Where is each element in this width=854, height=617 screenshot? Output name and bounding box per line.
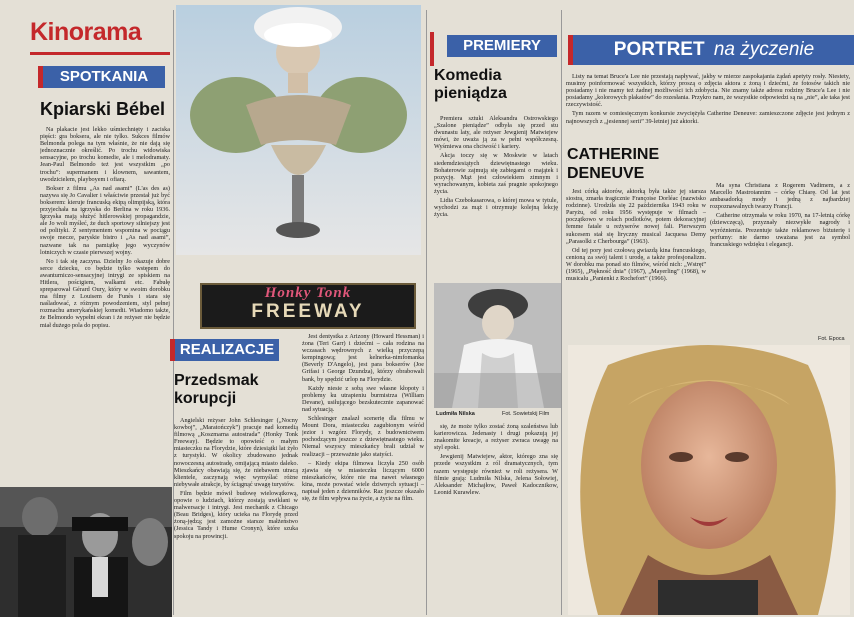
paragraph: Akcja toczy się w Moskwie w latach siedemdziesiątych dziewiętnastego wieku. Bohaterowie zajmują się zabiegami o majątek i pozycję. Mąż jest człowiekiem zimnym i wyrachowanym, kobieta zaś pragnie spokojnego życia. (434, 152, 558, 195)
section-label-text: SPOTKANIA (59, 68, 149, 85)
premiery-rule (430, 32, 434, 66)
paragraph: Lidia Czebokasarowa, o której mowa w tytule, wychodzi za mąż i otrzymuje kolejną lekcję życia. (434, 197, 558, 219)
paragraph: Jest dentystka z Arizony (Howard Hessman) i żona (Teri Garr) i dziećmi – cała rodzina na wczasach wędrownych z wielką przyczepą kempingową; jest kelnerka-nimfomanka (Beverly D'Angelo), jest para bokserów (Joe Grifasi i George Dzundza), którzy obrabowali bank, by spędzić urlop na Florydzie. (302, 333, 424, 383)
paragraph: Schlesinger znalazł scenerię dla filmu w Mount Dora, miasteczku zagubionym wśród jezior i wzgórz Florydy, z budownictwem pochodzącym jeszcze z dziewiętnastego wieku. Niemal wszyscy mieszkańcy brali udział w realizacji – przeważnie jako statyści. (302, 415, 424, 458)
article-body-realizacje-2 (302, 333, 424, 613)
article-body-portret-1 (566, 188, 706, 343)
article-body-premiery-1 (434, 115, 558, 275)
paragraph: Premiera sztuki Aleksandra Ostrowskiego „Szalone pieniądze” odbyła się przed stu dwunastu laty, ale reżyser Jewgienij Matwiejew mówi, że uważa ją za w pełni współczesną. Wyśmiewa ona chciwość i kariery. (434, 115, 558, 151)
article-body-realizacje-1 (174, 417, 298, 613)
article-body-spotkania (40, 126, 170, 546)
paragraph: Listy na temat Bruce'a Lee nie przestają napływać, jakby w mierze zaspokajania żądań apetyty rosły. Niestety, musimy poinformować wszystkich, którzy proszą o zdjęcia aktora z żoną i dziećmi, że fotosów takich nie posiadamy i nie mamy też żadnej możliwości ich zdobycia. Nie znamy także adresu rodziny Bruce'a Lee i nie posiadamy „kolorowych plakatów” do rozesłania. Przykro nam, że wszystkie odpowiedzi są na „nie”, ale taka jest rzeczywistość. (566, 73, 850, 109)
photo-caption: Ludmiła Nilska (436, 411, 475, 417)
article-body-premiery-2 (434, 423, 558, 613)
column-divider (561, 10, 562, 615)
article-headline: Komedia pieniądza (434, 67, 507, 102)
paragraph: Jest córką aktorów, aktorką była także jej starsza siostra, zmarła tragicznie Françoise Dorléac (nazwisko rodzinne). Urodziła się 22 października 1943 roku w Paryżu, od roku 1956 występuje w filmach – początkowo w rolach podlotków, potem dekoracyjnej femme fatale u reżyserów nowej fali. Pierwszym sukcesem stał się liryczny musical Jacquesa Demy „Parasolki z Cherbourga” (1963). (566, 188, 706, 245)
poster-sign (200, 283, 416, 329)
article-body-portret-2 (710, 182, 850, 322)
section-label-realizacje (170, 339, 279, 361)
paragraph: Bokser z filmu „As nad asami” (L'as des as) nazywa się Jo Cavalier i właściwie przestał już być bokserem: kieruje francuską ekipą olimpijską, która przyjechała na igrzyska do Berlina w roku 1936. Igrzyska mają służyć hitlerowskiej propagandzie, ale Jo woli myśleć, że duch sportowy silniejszy jest od polityki. Z sentymentem wspomina w pociągu swoje mecze, paryskie bistro i „As nad asami”, nazwane tak na pamiątkę jego wyczynów lotniczych w czasie pierwszej wojny. (40, 184, 170, 256)
paragraph: Tym razem w comiesięcznym konkursie zwyciężyła Catherine Deneuve: zamieszczone zdjęcie jest jednym z najnowszych z „jesiennej serii” 39-letniej już aktorki. (566, 110, 850, 125)
paragraph: Każdy niesie z sobą swe własne kłopoty i problemy ku utrapieniu burmistrza (William Devane), usiłującego bezskutecznie zapanować nad sytuacją. (302, 384, 424, 413)
poster-illustration (176, 5, 421, 255)
section-label-spotkania (38, 66, 165, 88)
paragraph: No i tak się zaczyna. Dzielny Jo okazuje dobre serce dziecku, co będzie tylko wstępem do awanturniczo-sensacyjnej intrygi ze spiskiem na Hitlera, pościgiem, walkami etc. Fabułę spreparował Gérard Oury, który w swoim dorobku ma filmy z Louisem de Funès i stara się naśladować, z różnym powodzeniem, styl pełnej rozmachu amerykańskiej komedii. Wiadomo także, że Belmondo wypełni ekran i że reżyser nie będzie miał dużego pola do popisu. (40, 257, 170, 329)
paragraph: Ma syna Christiana z Rogerem Vadimem, a z Marcello Mastroiannim – córkę Chiarę. Od lat jest ambasadorką mody i jedną z najbardziej rozpoznawalnych twarzy Francji. (710, 182, 850, 211)
photo-nilska (434, 283, 562, 408)
paragraph: Angielski reżyser John Schlesinger („Nocny kowboj”, „Maratończyk”) pracuje nad komedią filmową „Koszmarna autostrada” (Honky Tonk Freeway). Będzie to opowieść o małym miasteczku na Florydzie, które dziesiątki lat żyło z turystyki. W okolicy zbudowano jednak nowoczesną autostradę, omijającą miasto daleko. Mieszkańcy obawiają się, że niebawem utracą klientele, zaczynają więc wymyślać różne niebywałe atrakcje, by ściągnąć uwagę turystów. (174, 417, 298, 488)
portret-intro (566, 73, 850, 143)
paragraph: się, że może tylko zostać żoną szaleństwa lub karierowicza. Jedenasty i drugi pokazują jej znakomite kreacje, a reżyser zwraca uwagę na styl epoki. (434, 423, 558, 452)
paragraph: Na plakacie jest lekko uśmiechnięty i zaciska pięści: gra boksera, ale nie tylko. Sukces filmów Belmonda polega na tym właśnie, że nie dają się jednoznacznie określić. Po trochu widowiska sensacyjne, po trochu komedie, ale i melodramaty. Jean-Paul Belmondo też jest wszystkim „po trochu”: supermanem i klownem, sawantem, uwodzicielem, playboyem i ofiarą. (40, 126, 170, 183)
masthead-rule (30, 52, 170, 55)
paragraph: Catherine otrzymała w roku 1970, na 17-letnią córkę (dziewczęcą), przyznały niezwykłe nagrody i wyróżnienia. Prezentuje także reklamowo biżuterię i perfumy: nie darmo uważana jest za symbol francuskiego wdzięku i elegancji. (710, 212, 850, 248)
section-label-text: PORTRET (613, 39, 705, 60)
masthead-title: Kinorama (30, 18, 142, 46)
photo-credit: Fot. Epoca (818, 336, 845, 342)
section-label-text: REALIZACJE (179, 341, 275, 358)
section-label-sub: na życzenie (713, 39, 815, 60)
article-headline: Kpiarski Bébel (40, 99, 166, 119)
section-label-text: PREMIERY (463, 37, 541, 54)
section-label-portret (568, 35, 854, 65)
column-divider (426, 10, 427, 615)
paragraph: – Kiedy ekipa filmowa liczyła 250 osób zjawia się w miasteczku liczącym 6000 mieszkańców, które nie ma nawet własnego kina, może powstać wiele dziwnych sytuacji – napisał jeden z dzienników. Raz jeszcze okazało się, że film wpływa na życie, a życie na film. (302, 459, 424, 503)
paragraph: Od tej pory jest czołową gwiazdą kina francuskiego, cenioną za swój talent i urodę, a także profesjonalizm. W dorobku ma ponad sto filmów, wśród nich: „Wstręt” (1965), „Piękność dnia” (1967), „Mayerling” (1968), w musicalu „Panienki z Rochefort” (1966). (566, 246, 706, 283)
photo-belmondo (0, 487, 172, 617)
photo-deneuve (568, 345, 850, 615)
section-label-premiery (447, 35, 557, 57)
paragraph: Jewgienij Matwiejew, aktor, którego zna się przede wszystkim z ról dramatycznych, tym razem występuje również w roli reżysera. W filmie grają: Ludmiła Nilska, Jelena Sołowiej, Aleksander Michajłow, Paweł Kadocznikow, Leonid Kurawlew. (434, 453, 558, 496)
article-headline: Przedsmak korupcji (174, 372, 259, 407)
poster-sign-script: Honky Tonk (264, 285, 352, 301)
photo-credit: Fot. Sowietskij Film (502, 411, 550, 417)
paragraph: Film będzie mówił budowę wielowątkową, opowie o ludziach, którzy zostają uwikłani w malwersacje i intrygi. Jest mechanik z Chicago (Beau Bridges), który ucieka na Florydę przed żoną-jędzą; jest zamożne starsze małżeństwo (Jessica Tandy i Hume Cronyn), które szuka spokoju na prowincji. (174, 489, 298, 540)
poster-sign-freeway: FREEWAY (251, 301, 365, 322)
article-headline: CATHERINE DENEUVE (567, 146, 660, 182)
